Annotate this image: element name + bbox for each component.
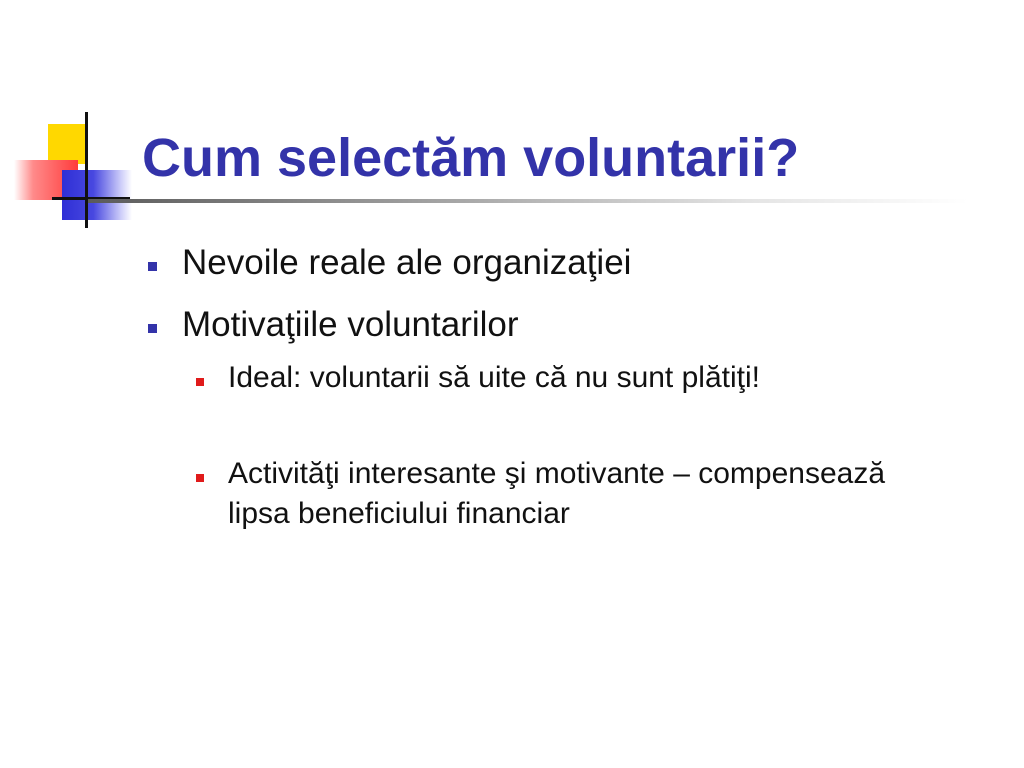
bullet-text: Motivaţiile voluntarilor [182,305,519,344]
yellow-square [48,124,88,164]
sub-bullet-item [140,454,988,534]
vertical-line [85,112,88,228]
sub-bullet-text: Ideal: voluntarii să uite că nu sunt plătiţi! [228,361,760,394]
title-underline [88,199,968,203]
square-bullet-icon [148,262,157,271]
sub-bullet-text: Activităţi interesante şi motivante – compensează lipsa beneficiului financiar [228,457,885,530]
square-bullet-icon [196,474,204,482]
bullet-list [140,236,980,534]
slide-title: Cum selectăm voluntarii? [142,128,800,188]
bullet-item [140,240,980,286]
sub-bullet-item [140,358,980,398]
blue-square [62,170,132,220]
bullet-item [140,302,980,348]
slide-logo-icon [0,0,160,240]
bullet-text: Nevoile reale ale organizaţiei [182,243,632,282]
square-bullet-icon [148,324,157,333]
square-bullet-icon [196,378,204,386]
